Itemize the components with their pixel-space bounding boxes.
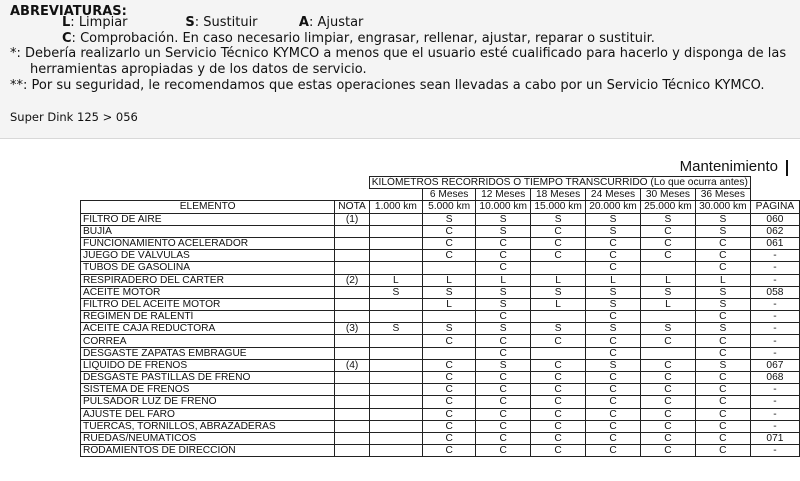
table-row [81, 359, 800, 371]
interval-cell: L [586, 274, 641, 286]
interval-cell: C [476, 311, 531, 323]
page-cell: - [750, 347, 799, 359]
interval-cell: C [695, 237, 750, 249]
interval-cell: L [369, 274, 422, 286]
interval-cell: C [531, 237, 586, 249]
interval-cell: C [423, 445, 476, 457]
element-cell: BUJÍA [81, 225, 335, 237]
month-cell: 36 Meses [695, 189, 750, 201]
interval-cell [369, 396, 422, 408]
page-cell: - [750, 408, 799, 420]
interval-cell [369, 445, 422, 457]
column-header: 30.000 km [695, 201, 750, 213]
note-cell [335, 311, 369, 323]
page-cell: 071 [750, 432, 799, 444]
interval-cell: C [423, 384, 476, 396]
month-cell: 24 Meses [586, 189, 641, 201]
interval-cell [369, 311, 422, 323]
interval-cell: C [423, 420, 476, 432]
page-cell: - [750, 323, 799, 335]
page-cell: - [750, 396, 799, 408]
element-cell: LÍQUIDO DE FRENOS [81, 359, 335, 371]
interval-cell: L [476, 274, 531, 286]
page-cell: - [750, 335, 799, 347]
element-cell: AJUSTE DEL FARO [81, 408, 335, 420]
element-cell: ACEITE CAJA REDUCTORA [81, 323, 335, 335]
column-header: ELEMENTO [81, 201, 335, 213]
interval-cell [640, 347, 695, 359]
page-cell: - [750, 445, 799, 457]
interval-cell: C [586, 311, 641, 323]
page-cell: 067 [750, 359, 799, 371]
interval-cell: C [640, 225, 695, 237]
interval-cell: S [476, 225, 531, 237]
page-cell: 061 [750, 237, 799, 249]
interval-cell: S [476, 286, 531, 298]
interval-cell: L [531, 274, 586, 286]
page-cell: - [750, 311, 799, 323]
interval-cell: S [423, 286, 476, 298]
interval-cell [369, 213, 422, 225]
interval-cell: C [531, 335, 586, 347]
table-row [81, 408, 800, 420]
interval-cell: S [586, 359, 641, 371]
interval-cell: C [476, 250, 531, 262]
page-cell: - [750, 250, 799, 262]
note-cell [335, 384, 369, 396]
interval-cell: C [695, 262, 750, 274]
interval-cell [369, 237, 422, 249]
interval-cell: C [640, 384, 695, 396]
interval-cell: C [640, 237, 695, 249]
interval-cell [423, 262, 476, 274]
interval-cell: C [640, 372, 695, 384]
interval-cell [640, 311, 695, 323]
interval-cell: S [586, 225, 641, 237]
interval-cell [640, 262, 695, 274]
column-header-row [81, 201, 800, 213]
note-cell [335, 237, 369, 249]
interval-cell: S [476, 298, 531, 310]
interval-cell: C [531, 359, 586, 371]
interval-cell: C [640, 420, 695, 432]
interval-cell: C [423, 335, 476, 347]
element-cell: FILTRO DE AIRE [81, 213, 335, 225]
interval-cell [423, 347, 476, 359]
page-cell: - [750, 384, 799, 396]
month-cell: 30 Meses [640, 189, 695, 201]
interval-cell: L [423, 298, 476, 310]
interval-cell: C [695, 420, 750, 432]
table-row [81, 384, 800, 396]
interval-cell: C [695, 384, 750, 396]
interval-cell [369, 298, 422, 310]
interval-cell: C [423, 432, 476, 444]
model-label: Super Dink 125 > 056 [10, 110, 138, 124]
interval-cell: C [476, 372, 531, 384]
column-header: 10.000 km [476, 201, 531, 213]
note-cell: (2) [335, 274, 369, 286]
interval-cell: S [423, 323, 476, 335]
interval-cell [531, 311, 586, 323]
note-single-star: *: Debería realizarlo un Servicio Técnico KYMCO a menos que el usuario esté cualificado para hacerlo y disponga de las [10, 46, 787, 61]
interval-cell: C [531, 445, 586, 457]
interval-cell: C [695, 432, 750, 444]
abbreviations-lsa: L: Limpiar S: Sustituir A: Ajustar [62, 15, 364, 30]
interval-cell: C [586, 372, 641, 384]
table-row [81, 445, 800, 457]
note-cell [335, 408, 369, 420]
interval-cell: C [695, 396, 750, 408]
interval-cell: C [423, 225, 476, 237]
interval-cell: C [586, 396, 641, 408]
interval-cell: C [531, 225, 586, 237]
table-row [81, 274, 800, 286]
element-cell: CORREA [81, 335, 335, 347]
interval-cell [369, 420, 422, 432]
interval-cell: C [640, 335, 695, 347]
interval-cell [369, 372, 422, 384]
header-span-row [81, 177, 800, 189]
interval-cell: C [695, 347, 750, 359]
interval-cell: C [531, 384, 586, 396]
note-cell: (3) [335, 323, 369, 335]
interval-cell: C [586, 408, 641, 420]
table-row [81, 347, 800, 359]
interval-cell: C [423, 408, 476, 420]
interval-cell: C [476, 335, 531, 347]
table-row [81, 250, 800, 262]
interval-cell: C [476, 408, 531, 420]
interval-cell [369, 262, 422, 274]
interval-cell [369, 408, 422, 420]
interval-cell: C [695, 408, 750, 420]
column-header: 20.000 km [586, 201, 641, 213]
note-cell [335, 298, 369, 310]
element-cell: RODAMIENTOS DE DIRECCIÓN [81, 445, 335, 457]
interval-cell: S [695, 225, 750, 237]
interval-cell: C [423, 237, 476, 249]
interval-cell: S [695, 298, 750, 310]
interval-cell: S [476, 323, 531, 335]
interval-cell: C [476, 347, 531, 359]
interval-cell: C [423, 359, 476, 371]
interval-cell: C [586, 250, 641, 262]
column-header: 15.000 km [531, 201, 586, 213]
page-cell: 060 [750, 213, 799, 225]
interval-cell: S [586, 298, 641, 310]
note-single-star-cont: herramientas apropiadas y de los datos de servicio. [30, 62, 367, 77]
note-cell: (4) [335, 359, 369, 371]
interval-cell: C [476, 432, 531, 444]
interval-cell: C [640, 250, 695, 262]
table-row [81, 432, 800, 444]
interval-cell: S [531, 286, 586, 298]
section-title: Mantenimiento [679, 158, 778, 175]
note-cell [335, 432, 369, 444]
interval-cell: C [640, 359, 695, 371]
interval-cell [369, 432, 422, 444]
page-cell: - [750, 274, 799, 286]
abbreviations-panel [0, 0, 800, 139]
interval-cell: C [586, 262, 641, 274]
element-cell: FUNCIONAMIENTO ACELERADOR [81, 237, 335, 249]
interval-cell [369, 347, 422, 359]
interval-cell: C [423, 396, 476, 408]
interval-cell: L [640, 274, 695, 286]
interval-cell: C [586, 237, 641, 249]
interval-cell: S [586, 213, 641, 225]
interval-cell: S [369, 286, 422, 298]
interval-cell: C [640, 408, 695, 420]
page-cell: - [750, 298, 799, 310]
table-row [81, 225, 800, 237]
interval-cell: C [695, 372, 750, 384]
interval-cell [531, 347, 586, 359]
interval-cell: C [695, 250, 750, 262]
interval-cell: L [695, 274, 750, 286]
interval-cell: S [640, 213, 695, 225]
interval-cell: S [476, 213, 531, 225]
interval-cell: S [695, 323, 750, 335]
interval-cell: C [640, 445, 695, 457]
interval-cell: C [531, 420, 586, 432]
interval-cell: S [531, 213, 586, 225]
element-cell: JUEGO DE VÁLVULAS [81, 250, 335, 262]
interval-cell: C [531, 372, 586, 384]
month-cell: 12 Meses [476, 189, 531, 201]
interval-cell [369, 335, 422, 347]
table-row [81, 311, 800, 323]
interval-cell: C [640, 432, 695, 444]
interval-cell: C [586, 347, 641, 359]
interval-cell: C [695, 335, 750, 347]
table-row [81, 262, 800, 274]
element-cell: TUERCAS, TORNILLOS, ABRAZADERAS [81, 420, 335, 432]
interval-cell [531, 262, 586, 274]
interval-cell: S [640, 323, 695, 335]
interval-cell: C [586, 445, 641, 457]
note-cell [335, 420, 369, 432]
interval-cell: L [423, 274, 476, 286]
interval-cell: C [476, 384, 531, 396]
column-header: NOTA [335, 201, 369, 213]
table-row [81, 286, 800, 298]
interval-cell: S [695, 286, 750, 298]
page-cell: - [750, 262, 799, 274]
interval-cell: L [531, 298, 586, 310]
interval-cell: S [586, 323, 641, 335]
section-bar [786, 160, 788, 176]
element-cell: DESGASTE ZAPATAS EMBRAGUE [81, 347, 335, 359]
interval-cell [369, 359, 422, 371]
note-cell [335, 445, 369, 457]
interval-cell: L [640, 298, 695, 310]
element-cell: SISTEMA DE FRENOS [81, 384, 335, 396]
table-row [81, 213, 800, 225]
table-row [81, 372, 800, 384]
note-cell [335, 347, 369, 359]
element-cell: RÉGIMEN DE RALENTÍ [81, 311, 335, 323]
interval-cell: C [476, 262, 531, 274]
table-row [81, 420, 800, 432]
interval-cell: C [476, 396, 531, 408]
interval-cell: C [695, 445, 750, 457]
maintenance-table [80, 176, 800, 457]
page-cell: 068 [750, 372, 799, 384]
interval-cell: C [476, 445, 531, 457]
interval-cell: S [531, 323, 586, 335]
interval-cell: C [531, 408, 586, 420]
interval-cell: C [586, 335, 641, 347]
header-span: KILÓMETROS RECORRIDOS O TIEMPO TRANSCURRIDO (Lo que ocurra antes) [369, 177, 750, 189]
element-cell: DESGASTE PASTILLAS DE FRENO [81, 372, 335, 384]
table-row [81, 237, 800, 249]
abbreviations-c: C: Comprobación. En caso necesario limpiar, engrasar, rellenar, ajustar, reparar o sustituir. [62, 31, 655, 46]
note-cell [335, 262, 369, 274]
interval-cell: C [423, 372, 476, 384]
interval-cell: C [476, 237, 531, 249]
column-header: 5.000 km [423, 201, 476, 213]
interval-cell: S [695, 213, 750, 225]
interval-cell: S [476, 359, 531, 371]
interval-cell: C [531, 250, 586, 262]
interval-cell: S [586, 286, 641, 298]
interval-cell: S [369, 323, 422, 335]
interval-cell: S [423, 213, 476, 225]
column-header: PÁGINA [750, 201, 799, 213]
element-cell: FILTRO DEL ACEITE MOTOR [81, 298, 335, 310]
page-cell: 062 [750, 225, 799, 237]
month-cell: 18 Meses [531, 189, 586, 201]
month-cell: 6 Meses [423, 189, 476, 201]
interval-cell: C [423, 250, 476, 262]
element-cell: ACEITE MOTOR [81, 286, 335, 298]
interval-cell: C [476, 420, 531, 432]
interval-cell: C [640, 396, 695, 408]
interval-cell [369, 384, 422, 396]
interval-cell: C [695, 311, 750, 323]
interval-cell: C [586, 420, 641, 432]
page-cell: - [750, 420, 799, 432]
element-cell: TUBOS DE GASOLINA [81, 262, 335, 274]
note-cell [335, 225, 369, 237]
interval-cell: S [640, 286, 695, 298]
interval-cell [369, 250, 422, 262]
element-cell: RUEDAS/NEUMÁTICOS [81, 432, 335, 444]
note-cell [335, 335, 369, 347]
page-cell: 058 [750, 286, 799, 298]
table-row [81, 298, 800, 310]
note-cell [335, 396, 369, 408]
interval-cell: C [586, 384, 641, 396]
months-row [81, 189, 800, 201]
note-cell: (1) [335, 213, 369, 225]
column-header: 25.000 km [640, 201, 695, 213]
table-row [81, 335, 800, 347]
interval-cell: C [531, 432, 586, 444]
interval-cell: S [695, 359, 750, 371]
note-cell [335, 250, 369, 262]
interval-cell: C [531, 396, 586, 408]
table-row [81, 323, 800, 335]
note-cell [335, 286, 369, 298]
note-cell [335, 372, 369, 384]
column-header: 1.000 km [369, 201, 422, 213]
interval-cell [423, 311, 476, 323]
interval-cell: C [586, 432, 641, 444]
interval-cell [369, 225, 422, 237]
note-double-star: **: Por su seguridad, le recomendamos que estas operaciones sean llevadas a cabo por un Servicio Técnico KYMCO. [10, 78, 765, 93]
table-row [81, 396, 800, 408]
element-cell: RESPIRADERO DEL CÁRTER [81, 274, 335, 286]
abbreviations-title: ABREVIATURAS: [10, 4, 127, 19]
element-cell: PULSADOR LUZ DE FRENO [81, 396, 335, 408]
